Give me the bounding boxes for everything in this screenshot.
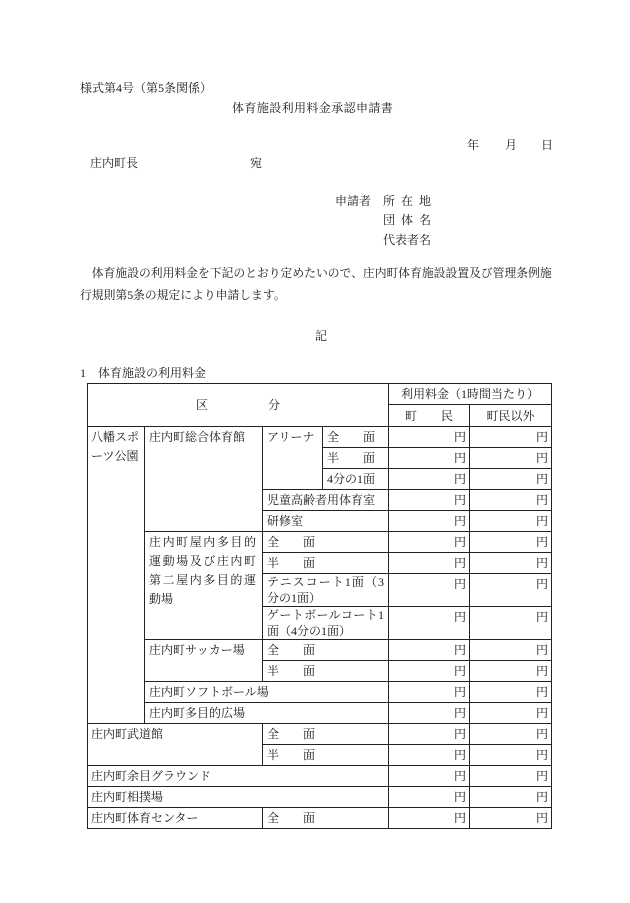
indoor-half-court-cell: 半 面	[263, 553, 389, 574]
resident-fee-cell: 円	[389, 703, 470, 724]
budokan-cell: 庄内町武道館	[88, 724, 263, 766]
resident-fee-cell: 円	[389, 490, 470, 511]
training-room-cell: 研修室	[263, 511, 389, 532]
form-number: 様式第4号（第5条関係）	[80, 81, 213, 95]
non-resident-fee-cell: 円	[470, 787, 552, 808]
resident-fee-cell: 円	[389, 766, 470, 787]
amarume-ground-cell: 庄内町余目グラウンド	[88, 766, 389, 787]
table-row	[88, 427, 552, 448]
non-resident-fee-cell: 円	[470, 661, 552, 682]
softball-field-cell: 庄内町ソフトボール場	[145, 682, 389, 703]
table-row	[88, 682, 552, 703]
resident-fee-cell: 円	[389, 553, 470, 574]
non-resident-fee-cell: 円	[470, 808, 552, 829]
table-row	[88, 808, 552, 829]
date-year-label: 年	[467, 138, 480, 152]
resident-fee-cell: 円	[389, 724, 470, 745]
resident-fee-cell: 円	[389, 787, 470, 808]
tennis-court-cell: テニスコート1面（3分の1面）	[263, 574, 389, 607]
indoor-full-court-cell: 全 面	[263, 532, 389, 553]
addressee-honorific: 宛	[250, 156, 263, 170]
table-row	[88, 724, 552, 745]
resident-fee-cell: 円	[389, 532, 470, 553]
indoor-sports-ground-cell: 庄内町屋内多目的運動場及び庄内町第二屋内多目的運動場	[145, 532, 263, 640]
resident-fee-cell: 円	[389, 511, 470, 532]
category-header: 区 分	[88, 384, 389, 427]
resident-fee-cell: 円	[389, 574, 470, 607]
non-resident-fee-cell: 円	[470, 448, 552, 469]
non-resident-fee-cell: 円	[470, 511, 552, 532]
non-resident-fee-cell: 円	[470, 745, 552, 766]
budokan-full-court-cell: 全 面	[263, 724, 389, 745]
applicant-label: 申請者	[335, 194, 372, 208]
resident-fee-cell: 円	[389, 661, 470, 682]
applicant-organization-label: 団体名	[383, 213, 431, 227]
resident-fee-cell: 円	[389, 808, 470, 829]
usage-fee-header: 利用料金（1時間当たり）	[389, 384, 552, 405]
soccer-half-field-cell: 半 面	[263, 661, 389, 682]
body-text-line-2: 行規則第5条の規定により申請します。	[80, 288, 286, 302]
gateball-court-cell: ゲートボールコート1面（4分の1面）	[263, 607, 389, 640]
gym-center-cell: 庄内町体育センター	[88, 808, 263, 829]
resident-fee-cell: 円	[389, 745, 470, 766]
section-title: 1 体育施設の利用料金	[80, 366, 207, 380]
arena-full-court-cell: 全 面	[323, 427, 389, 448]
ki-heading: 記	[315, 329, 328, 343]
header-row	[88, 384, 552, 405]
date-month-label: 月	[505, 138, 518, 152]
general-gymnasium-cell: 庄内町総合体育館	[145, 427, 263, 532]
children-elderly-gym-cell: 児童高齢者用体育室	[263, 490, 389, 511]
non-resident-fee-cell: 円	[470, 532, 552, 553]
resident-fee-cell: 円	[389, 607, 470, 640]
multipurpose-plaza-cell: 庄内町多目的広場	[145, 703, 389, 724]
non-resident-fee-cell: 円	[470, 640, 552, 661]
non-resident-fee-cell: 円	[470, 607, 552, 640]
resident-fee-cell: 円	[389, 448, 470, 469]
arena-cell: アリーナ	[263, 427, 323, 490]
non-resident-fee-cell: 円	[470, 490, 552, 511]
non-resident-fee-cell: 円	[470, 703, 552, 724]
resident-fee-cell: 円	[389, 427, 470, 448]
arena-half-court-cell: 半 面	[323, 448, 389, 469]
budokan-half-court-cell: 半 面	[263, 745, 389, 766]
soccer-field-cell: 庄内町サッカー場	[145, 640, 263, 682]
non-resident-header: 町民以外	[470, 405, 552, 427]
applicant-address-label: 所在地	[383, 194, 431, 208]
non-resident-fee-cell: 円	[470, 553, 552, 574]
gym-center-full-court-cell: 全 面	[263, 808, 389, 829]
non-resident-fee-cell: 円	[470, 469, 552, 490]
addressee-name: 庄内町長	[90, 156, 139, 170]
resident-header: 町 民	[389, 405, 470, 427]
applicant-representative-label: 代表者名	[383, 233, 432, 247]
yawata-sports-park-cell: 八幡スポーツ公園	[88, 427, 145, 724]
table-row	[88, 532, 552, 553]
non-resident-fee-cell: 円	[470, 724, 552, 745]
resident-fee-cell: 円	[389, 682, 470, 703]
non-resident-fee-cell: 円	[470, 682, 552, 703]
non-resident-fee-cell: 円	[470, 766, 552, 787]
non-resident-fee-cell: 円	[470, 427, 552, 448]
arena-quarter-court-cell: 4分の1面	[323, 469, 389, 490]
table-row	[88, 766, 552, 787]
sumo-ring-cell: 庄内町相撲場	[88, 787, 389, 808]
non-resident-fee-cell: 円	[470, 574, 552, 607]
usage-fee-table	[87, 383, 552, 829]
document-title: 体育施設利用料金承認申請書	[232, 101, 394, 115]
resident-fee-cell: 円	[389, 469, 470, 490]
resident-fee-cell: 円	[389, 640, 470, 661]
body-text-line-1: 体育施設の利用料金を下記のとおり定めたいので、庄内町体育施設設置及び管理条例施	[80, 266, 552, 280]
soccer-full-field-cell: 全 面	[263, 640, 389, 661]
table-row	[88, 787, 552, 808]
date-day-label: 日	[541, 138, 554, 152]
table-row	[88, 640, 552, 661]
table-row	[88, 703, 552, 724]
